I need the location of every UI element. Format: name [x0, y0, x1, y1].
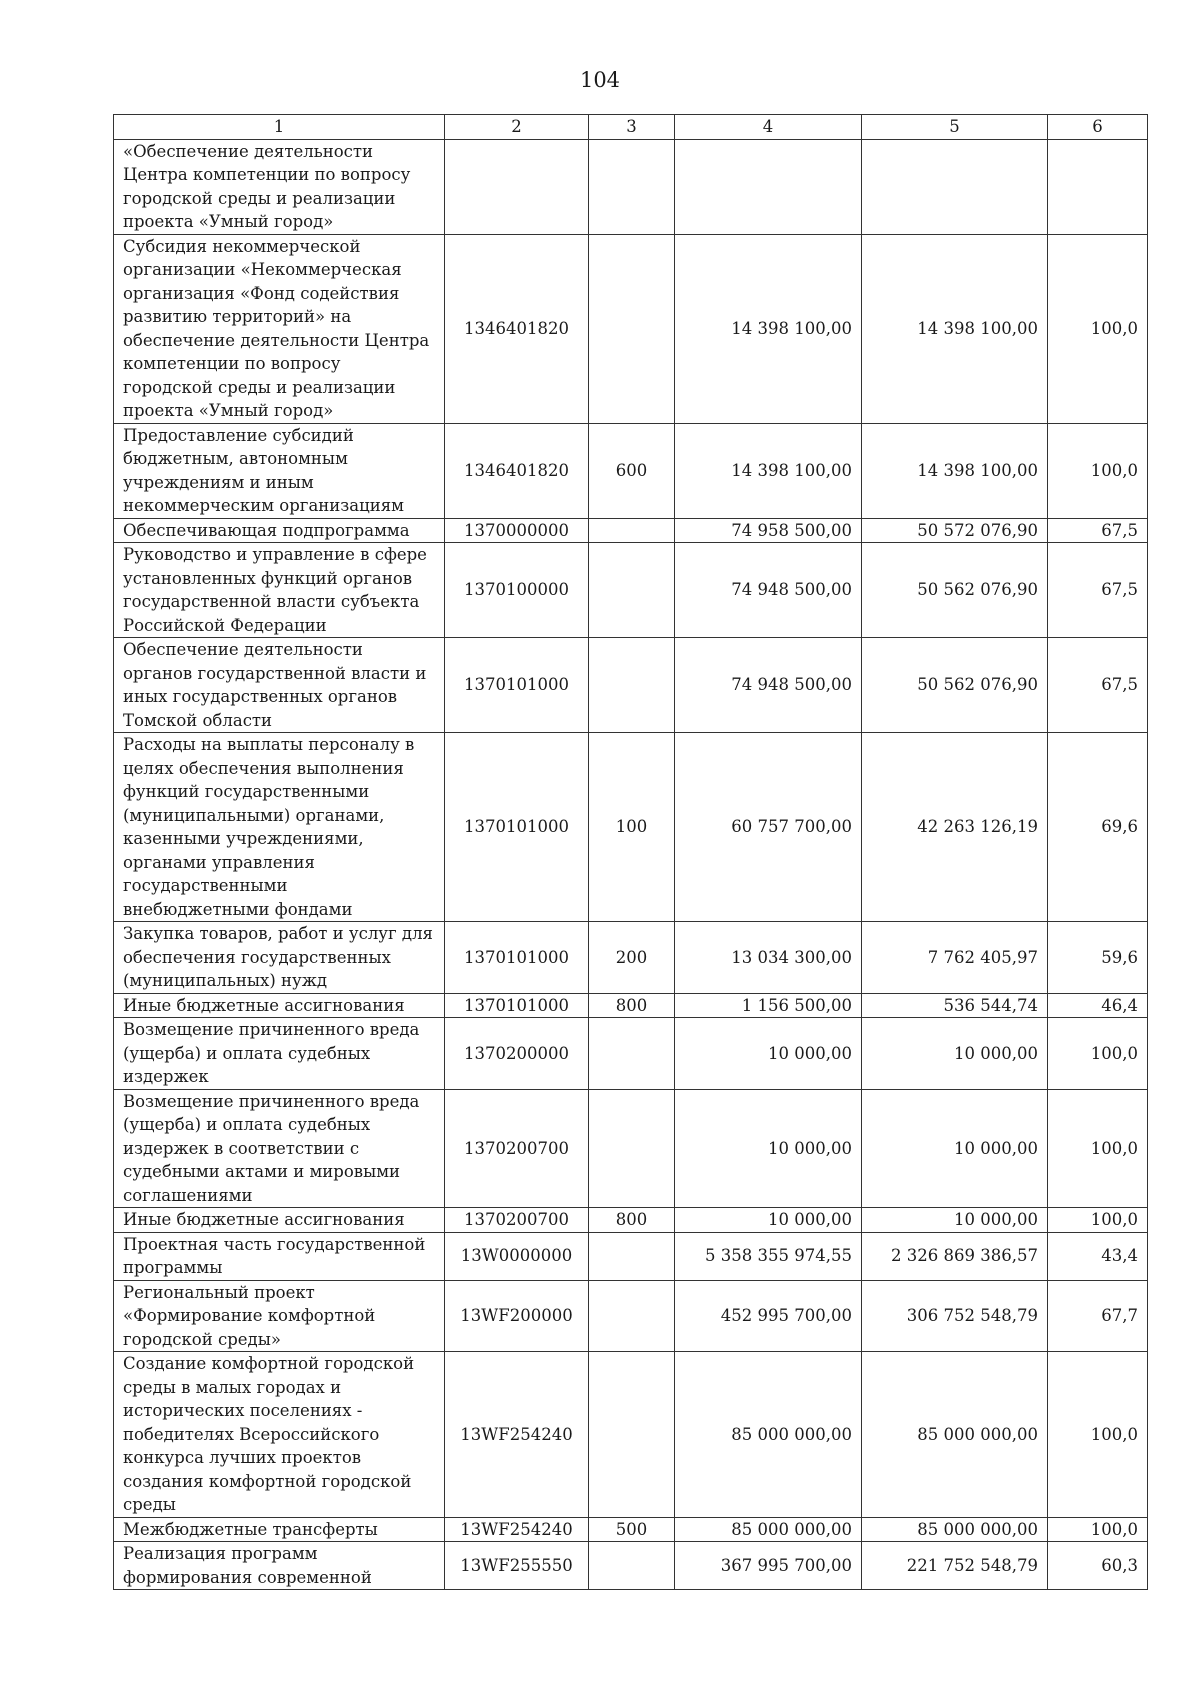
table-row: [114, 543, 1148, 638]
row-type-cell: [589, 1542, 675, 1590]
row-code-cell: 1370101000: [445, 993, 589, 1018]
header-cell-percent: 6: [1048, 115, 1148, 140]
row-actual-cell: 10 000,00: [862, 1089, 1048, 1208]
row-name-cell: Обеспечивающая подпрограмма: [114, 518, 445, 543]
row-actual-cell: 14 398 100,00: [862, 234, 1048, 423]
header-cell-code: 2: [445, 115, 589, 140]
budget-table: [113, 114, 1148, 1590]
row-percent-cell: 43,4: [1048, 1232, 1148, 1280]
row-percent-cell: 100,0: [1048, 1517, 1148, 1542]
row-code-cell: 13WF200000: [445, 1280, 589, 1352]
row-actual-cell: 10 000,00: [862, 1018, 1048, 1090]
row-actual-cell: 536 544,74: [862, 993, 1048, 1018]
row-percent-cell: 100,0: [1048, 1018, 1148, 1090]
table-row: [114, 993, 1148, 1018]
row-name-cell: Региональный проект «Формирование комфортной городской среды»: [114, 1280, 445, 1352]
row-plan-cell: 14 398 100,00: [675, 423, 862, 518]
row-code-cell: 1370200000: [445, 1018, 589, 1090]
row-percent-cell: 59,6: [1048, 922, 1148, 994]
row-code-cell: 1370200700: [445, 1089, 589, 1208]
row-code-cell: 1346401820: [445, 234, 589, 423]
row-actual-cell: 221 752 548,79: [862, 1542, 1048, 1590]
row-name-cell: Расходы на выплаты персоналу в целях обеспечения выполнения функций государственными (муниципальными) органами, казенными учреждениями, органами управления государственными внебюджетными фондами: [114, 733, 445, 922]
row-actual-cell: 85 000 000,00: [862, 1352, 1048, 1518]
row-plan-cell: 60 757 700,00: [675, 733, 862, 922]
table-row: [114, 1089, 1148, 1208]
row-type-cell: 800: [589, 1208, 675, 1233]
row-code-cell: 13W0000000: [445, 1232, 589, 1280]
table-row: [114, 518, 1148, 543]
table-row: [114, 1208, 1148, 1233]
row-name-cell: Возмещение причиненного вреда (ущерба) и оплата судебных издержек в соответствии с судебными актами и мировыми соглашениями: [114, 1089, 445, 1208]
header-cell-type: 3: [589, 115, 675, 140]
table-header: [114, 115, 1148, 140]
row-type-cell: [589, 1018, 675, 1090]
row-plan-cell: 452 995 700,00: [675, 1280, 862, 1352]
row-percent-cell: 67,7: [1048, 1280, 1148, 1352]
row-code-cell: [445, 139, 589, 234]
row-type-cell: [589, 139, 675, 234]
row-percent-cell: 100,0: [1048, 1352, 1148, 1518]
row-type-cell: 500: [589, 1517, 675, 1542]
row-code-cell: 1370101000: [445, 922, 589, 994]
row-type-cell: [589, 234, 675, 423]
table-row: [114, 1352, 1148, 1518]
row-actual-cell: 50 562 076,90: [862, 543, 1048, 638]
row-type-cell: [589, 638, 675, 733]
row-plan-cell: 85 000 000,00: [675, 1352, 862, 1518]
row-percent-cell: 46,4: [1048, 993, 1148, 1018]
page-number: 104: [579, 68, 621, 92]
table-row: [114, 1517, 1148, 1542]
table-row: [114, 1018, 1148, 1090]
row-name-cell: Межбюджетные трансферты: [114, 1517, 445, 1542]
row-percent-cell: 67,5: [1048, 518, 1148, 543]
table-row: [114, 733, 1148, 922]
row-actual-cell: 50 572 076,90: [862, 518, 1048, 543]
row-plan-cell: 74 948 500,00: [675, 543, 862, 638]
row-plan-cell: 74 948 500,00: [675, 638, 862, 733]
header-cell-name: 1: [114, 115, 445, 140]
row-type-cell: [589, 518, 675, 543]
row-plan-cell: 10 000,00: [675, 1018, 862, 1090]
row-name-cell: Обеспечение деятельности органов государственной власти и иных государственных органов Томской области: [114, 638, 445, 733]
row-plan-cell: 85 000 000,00: [675, 1517, 862, 1542]
table-row: [114, 1232, 1148, 1280]
row-name-cell: Создание комфортной городской среды в малых городах и исторических поселениях - победителях Всероссийского конкурса лучших проектов создания комфортной городской среды: [114, 1352, 445, 1518]
row-actual-cell: 50 562 076,90: [862, 638, 1048, 733]
row-plan-cell: 14 398 100,00: [675, 234, 862, 423]
row-percent-cell: [1048, 139, 1148, 234]
row-type-cell: 100: [589, 733, 675, 922]
row-type-cell: 800: [589, 993, 675, 1018]
row-code-cell: 1346401820: [445, 423, 589, 518]
row-actual-cell: 10 000,00: [862, 1208, 1048, 1233]
table-row: [114, 139, 1148, 234]
row-name-cell: Иные бюджетные ассигнования: [114, 1208, 445, 1233]
row-type-cell: [589, 1352, 675, 1518]
row-type-cell: [589, 1232, 675, 1280]
header-row: [114, 115, 1148, 140]
row-code-cell: 13WF254240: [445, 1517, 589, 1542]
header-cell-plan: 4: [675, 115, 862, 140]
table-row: [114, 423, 1148, 518]
table-row: [114, 1542, 1148, 1590]
row-plan-cell: 10 000,00: [675, 1208, 862, 1233]
table-row: [114, 1280, 1148, 1352]
row-name-cell: Руководство и управление в сфере установленных функций органов государственной власти субъекта Российской Федерации: [114, 543, 445, 638]
row-plan-cell: 10 000,00: [675, 1089, 862, 1208]
row-plan-cell: 74 958 500,00: [675, 518, 862, 543]
row-plan-cell: 1 156 500,00: [675, 993, 862, 1018]
row-percent-cell: 60,3: [1048, 1542, 1148, 1590]
row-name-cell: «Обеспечение деятельности Центра компетенции по вопросу городской среды и реализации проекта «Умный город»: [114, 139, 445, 234]
row-type-cell: [589, 1280, 675, 1352]
row-name-cell: Предоставление субсидий бюджетным, автономным учреждениям и иным некоммерческим организациям: [114, 423, 445, 518]
row-actual-cell: 7 762 405,97: [862, 922, 1048, 994]
row-name-cell: Закупка товаров, работ и услуг для обеспечения государственных (муниципальных) нужд: [114, 922, 445, 994]
row-percent-cell: 69,6: [1048, 733, 1148, 922]
table-row: [114, 922, 1148, 994]
header-cell-actual: 5: [862, 115, 1048, 140]
row-code-cell: 1370101000: [445, 638, 589, 733]
row-type-cell: [589, 543, 675, 638]
row-percent-cell: 100,0: [1048, 1089, 1148, 1208]
row-name-cell: Иные бюджетные ассигнования: [114, 993, 445, 1018]
row-name-cell: Субсидия некоммерческой организации «Некоммерческая организация «Фонд содействия развитию территорий» на обеспечение деятельности Центра компетенции по вопросу городской среды и реализации проекта «Умный город»: [114, 234, 445, 423]
row-code-cell: 1370000000: [445, 518, 589, 543]
table-row: [114, 638, 1148, 733]
row-actual-cell: [862, 139, 1048, 234]
row-percent-cell: 100,0: [1048, 234, 1148, 423]
row-plan-cell: 13 034 300,00: [675, 922, 862, 994]
row-actual-cell: 42 263 126,19: [862, 733, 1048, 922]
row-percent-cell: 100,0: [1048, 423, 1148, 518]
row-name-cell: Реализация программ формирования современной: [114, 1542, 445, 1590]
row-plan-cell: 5 358 355 974,55: [675, 1232, 862, 1280]
row-type-cell: 200: [589, 922, 675, 994]
row-plan-cell: [675, 139, 862, 234]
row-percent-cell: 67,5: [1048, 638, 1148, 733]
row-code-cell: 1370101000: [445, 733, 589, 922]
row-percent-cell: 100,0: [1048, 1208, 1148, 1233]
table-row: [114, 234, 1148, 423]
row-type-cell: [589, 1089, 675, 1208]
row-actual-cell: 14 398 100,00: [862, 423, 1048, 518]
row-actual-cell: 306 752 548,79: [862, 1280, 1048, 1352]
row-plan-cell: 367 995 700,00: [675, 1542, 862, 1590]
row-code-cell: 1370100000: [445, 543, 589, 638]
row-code-cell: 1370200700: [445, 1208, 589, 1233]
row-name-cell: Проектная часть государственной программы: [114, 1232, 445, 1280]
row-actual-cell: 85 000 000,00: [862, 1517, 1048, 1542]
row-percent-cell: 67,5: [1048, 543, 1148, 638]
row-name-cell: Возмещение причиненного вреда (ущерба) и оплата судебных издержек: [114, 1018, 445, 1090]
row-code-cell: 13WF255550: [445, 1542, 589, 1590]
row-type-cell: 600: [589, 423, 675, 518]
row-code-cell: 13WF254240: [445, 1352, 589, 1518]
row-actual-cell: 2 326 869 386,57: [862, 1232, 1048, 1280]
table-body: [114, 139, 1148, 1590]
